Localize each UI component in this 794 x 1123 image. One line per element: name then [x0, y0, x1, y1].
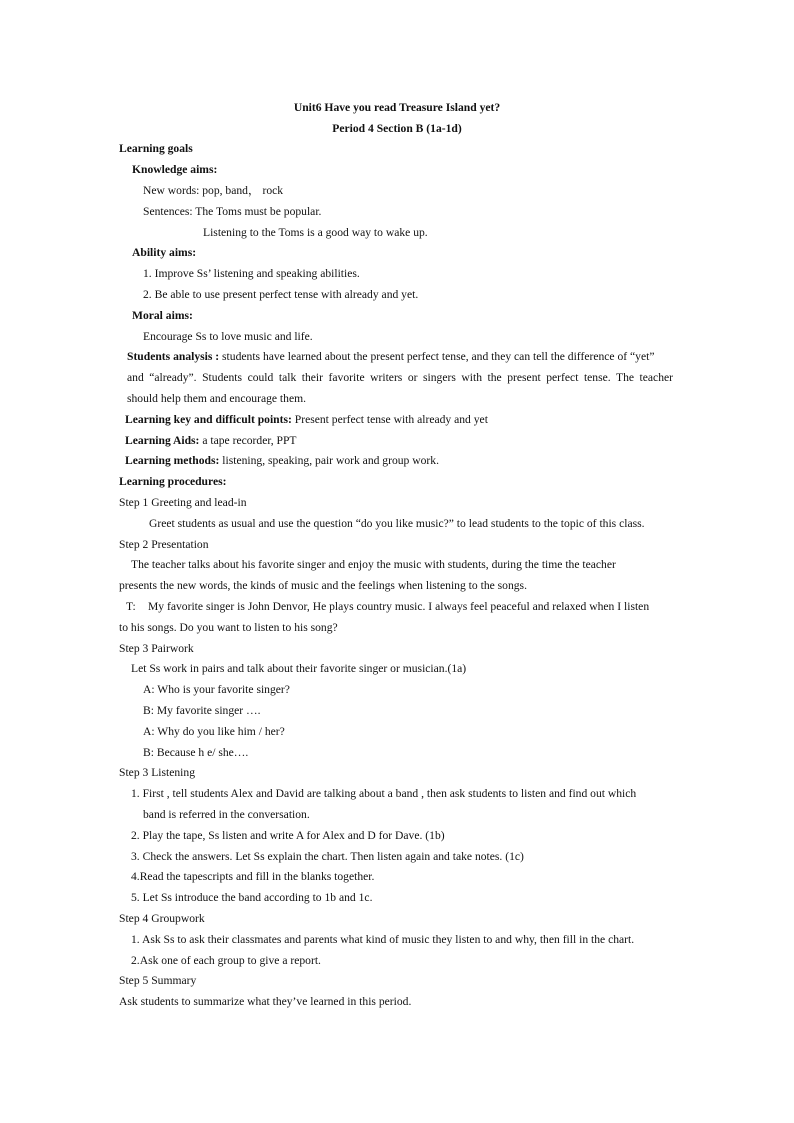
dialog-line: A: Why do you like him / her?: [143, 725, 285, 738]
step5-title: Step 5 Summary: [119, 974, 197, 987]
groupwork-item-1: 1. Ask Ss to ask their classmates and parents what kind of music they listen to and why, then fill in the chart.: [131, 933, 635, 946]
step1-title: Step 1 Greeting and lead-in: [119, 496, 247, 509]
step3-pairwork-intro: Let Ss work in pairs and talk about their favorite singer or musician.(1a): [131, 662, 467, 675]
step3-pairwork-title: Step 3 Pairwork: [119, 642, 194, 655]
step2-line-1: The teacher talks about his favorite singer and enjoy the music with students, during the time the teacher: [131, 558, 616, 571]
students-analysis-label: Students analysis :: [127, 350, 220, 363]
aids-text: a tape recorder, PPT: [202, 434, 297, 447]
key-points-text: Present perfect tense with already and yet: [294, 413, 488, 426]
step1-text: Greet students as usual and use the question “do you like music?” to lead students to the topic of this class.: [149, 517, 645, 530]
methods-line: [125, 454, 439, 468]
step3-listening-title: Step 3 Listening: [119, 766, 195, 779]
methods-label: Learning methods:: [125, 454, 220, 467]
students-analysis-text: students have learned about the present perfect tense, and they can tell the difference of “yet”: [222, 350, 655, 363]
listening-item-1: 1. First , tell students Alex and David are talking about a band , then ask students to listen and find out which: [131, 787, 637, 800]
knowledge-aims-heading: Knowledge aims:: [132, 163, 218, 176]
aids-line: [125, 434, 297, 448]
sentences-line-2: Listening to the Toms is a good way to wake up.: [203, 226, 428, 239]
teacher-label: T:: [126, 600, 136, 613]
listening-item-2: 2. Play the tape, Ss listen and write A for Alex and D for Dave. (1b): [131, 829, 445, 842]
step5-text: Ask students to summarize what they’ve learned in this period.: [119, 995, 412, 1008]
key-points-line: [125, 413, 488, 427]
new-words-line: New words: pop, band， rock: [143, 184, 284, 197]
listening-item-4: 4.Read the tapescripts and fill in the blanks together.: [131, 870, 375, 883]
procedures-heading: Learning procedures:: [119, 475, 227, 488]
ability-item: 1. Improve Ss’ listening and speaking abilities.: [143, 267, 360, 280]
students-analysis-line-2: and “already”. Students could talk their favorite writers or singers with the present perfect tense. The teacher: [127, 371, 673, 384]
step2-line-2: presents the new words, the kinds of music and the feelings when listening to the songs.: [119, 579, 527, 592]
key-points-label: Learning key and difficult points:: [125, 413, 292, 426]
sentences-line: Sentences: The Toms must be popular.: [143, 205, 322, 218]
aids-label: Learning Aids:: [125, 434, 200, 447]
dialog-line: B: Because h e/ she….: [143, 746, 249, 759]
dialog-line: B: My favorite singer ….: [143, 704, 261, 717]
moral-aims-text: Encourage Ss to love music and life.: [143, 330, 313, 343]
teacher-line-1: My favorite singer is John Denvor, He plays country music. I always feel peaceful and relaxed when I listen: [148, 600, 650, 613]
dialog-line: A: Who is your favorite singer?: [143, 683, 290, 696]
listening-item-3: 3. Check the answers. Let Ss explain the chart. Then listen again and take notes. (1c): [131, 850, 524, 863]
students-analysis-line-3: should help them and encourage them.: [127, 392, 307, 405]
document-title: Unit6 Have you read Treasure Island yet?: [293, 101, 501, 114]
methods-text: listening, speaking, pair work and group work.: [222, 454, 439, 467]
learning-goals-heading: Learning goals: [119, 142, 193, 155]
groupwork-item-2: 2.Ask one of each group to give a report.: [131, 954, 321, 967]
listening-item-1-cont: band is referred in the conversation.: [143, 808, 310, 821]
students-analysis-line-1: [127, 350, 654, 364]
ability-aims-heading: Ability aims:: [132, 246, 197, 259]
step2-title: Step 2 Presentation: [119, 538, 209, 551]
ability-item: 2. Be able to use present perfect tense with already and yet.: [143, 288, 419, 301]
teacher-line-2: to his songs. Do you want to listen to his song?: [119, 621, 338, 634]
document-subtitle: Period 4 Section B (1a-1d): [332, 122, 462, 135]
moral-aims-heading: Moral aims:: [132, 309, 193, 322]
step4-title: Step 4 Groupwork: [119, 912, 205, 925]
listening-item-5: 5. Let Ss introduce the band according to 1b and 1c.: [131, 891, 373, 904]
